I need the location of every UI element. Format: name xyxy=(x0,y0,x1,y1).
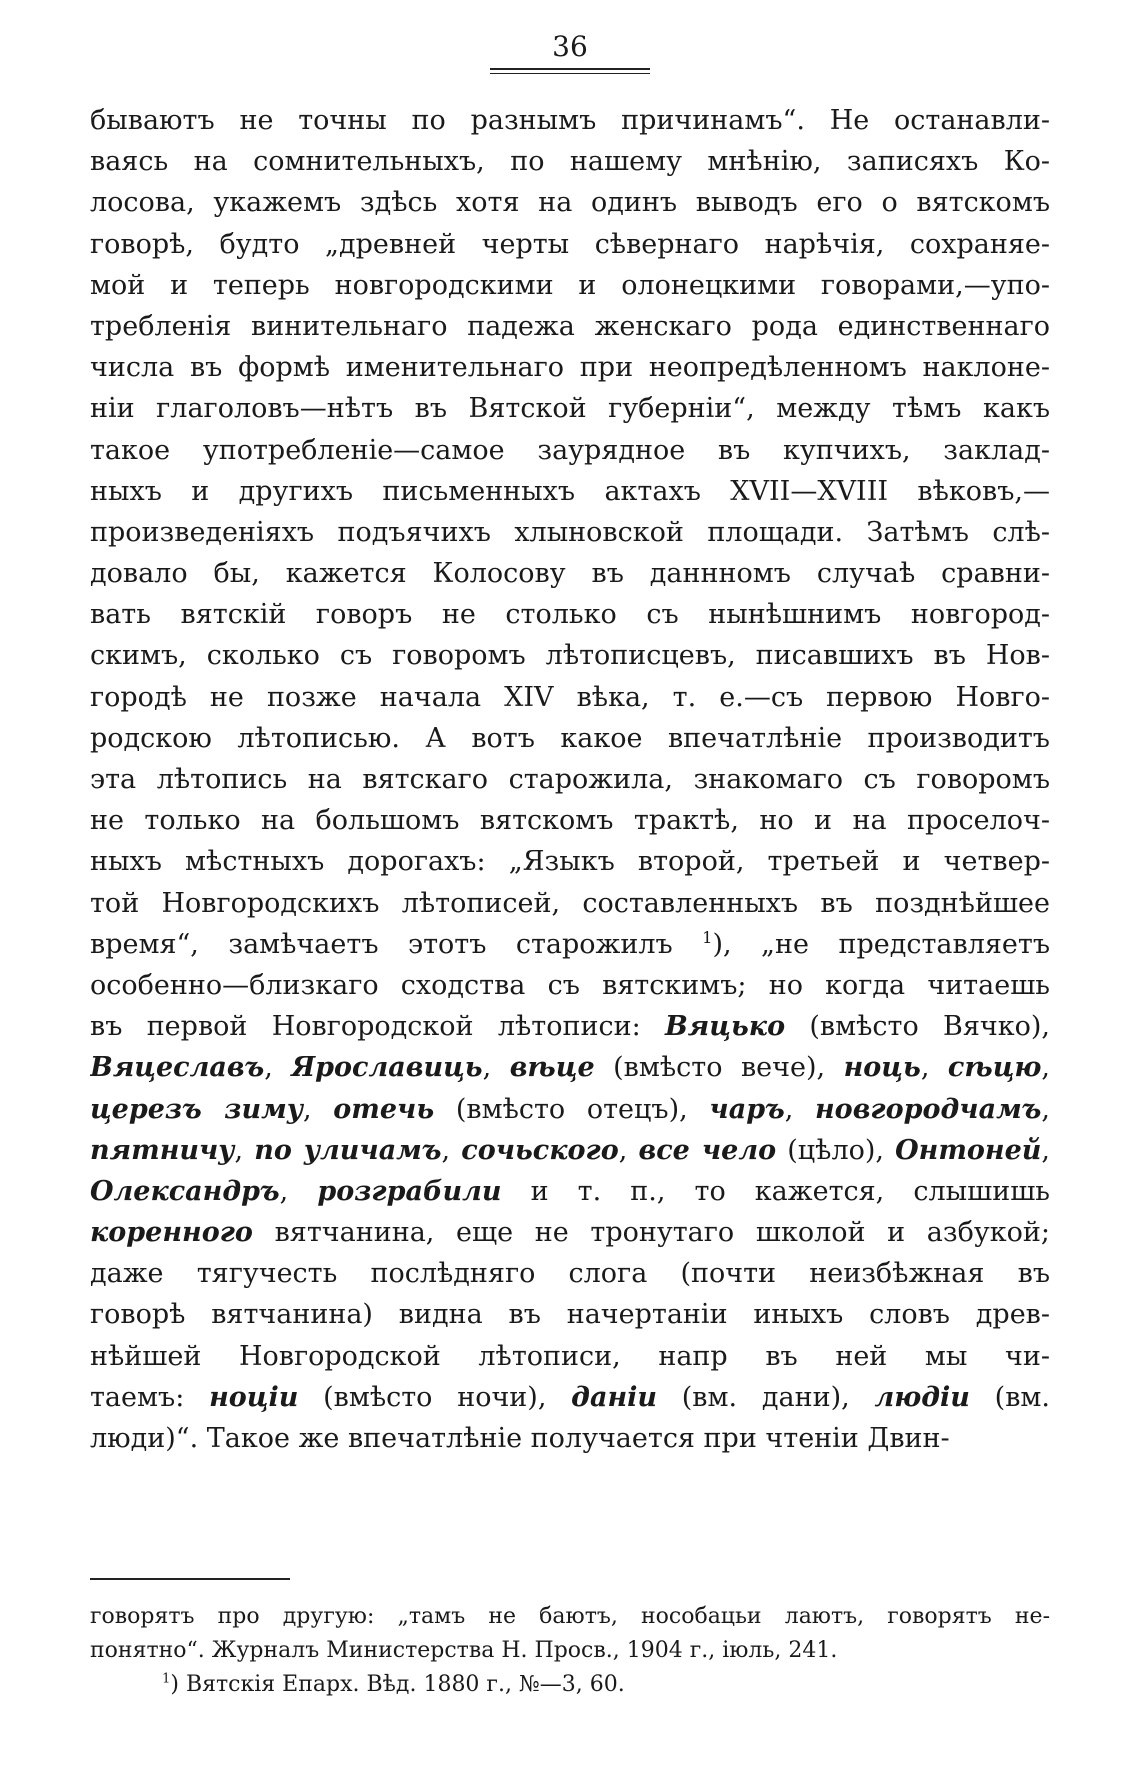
text-line: родскою лѣтописью. А вотъ какое впечатлѣніе производитъ xyxy=(90,722,1050,754)
text-segment: ), „не представляетъ xyxy=(712,928,1050,960)
text-segment: , xyxy=(279,1175,318,1207)
text-line: городѣ не позже начала XIV вѣка, т. е.—съ первою Новго- xyxy=(90,681,1050,713)
italic-word: чаръ xyxy=(709,1093,785,1125)
italic-word: пятничу xyxy=(90,1134,235,1166)
text-line: лосова, укажемъ здѣсь хотя на одинъ выводъ его о вятскомъ xyxy=(90,187,1050,219)
text-line xyxy=(90,1171,1050,1212)
italic-word: даніи xyxy=(571,1381,658,1413)
italic-word: сочьского xyxy=(461,1134,619,1166)
text-segment: въ первой Новгородской лѣтописи: xyxy=(90,1011,665,1043)
text-line: люди)“. Такое же впечатлѣніе получается при чтеніи Двин- xyxy=(90,1423,950,1454)
text-line: вать вятскій говоръ не столько съ нынѣшнимъ новгород- xyxy=(90,599,1050,631)
text-segment: и т. п., то кажется, слышишь xyxy=(501,1175,1050,1207)
text-line: ніи глаголовъ—нѣтъ въ Вятской губерніи“, между тѣмъ какъ xyxy=(90,393,1050,425)
text-segment: , xyxy=(920,1052,948,1084)
text-segment: , xyxy=(784,1093,815,1125)
text-line: говорѣ, будто „древней черты сѣвернаго нарѣчія, сохраняе- xyxy=(90,228,1050,260)
text-segment: вятчанина, еще не тронутаго школой и азбукой; xyxy=(252,1217,1050,1249)
text-line xyxy=(90,924,1050,965)
italic-word: вѣце xyxy=(509,1052,595,1084)
footnote-line xyxy=(90,1668,1050,1702)
text-line: даже тягучесть послѣдняго слога (почти неизбѣжная въ xyxy=(90,1258,1050,1290)
text-segment: , xyxy=(302,1093,334,1125)
text-segment: (вм. xyxy=(969,1381,1050,1413)
text-segment: (вмѣсто отецъ), xyxy=(434,1093,710,1125)
text-line: ныхъ и другихъ письменныхъ актахъ XVII—XVIII вѣковъ,— xyxy=(90,475,1050,507)
text-segment: , xyxy=(264,1052,292,1084)
italic-word: коренного xyxy=(90,1217,253,1249)
text-line xyxy=(90,1377,1050,1418)
italic-word: отечь xyxy=(333,1093,435,1125)
italic-word: все чело xyxy=(638,1134,777,1166)
text-line: произведеніяхъ подъячихъ хлыновской площади. Затѣмъ слѣ- xyxy=(90,516,1050,548)
text-line: той Новгородскихъ лѣтописей, составленныхъ въ позднѣйшее xyxy=(90,887,1050,919)
text-line: скимъ, сколько съ говоромъ лѣтописцевъ, писавшихъ въ Нов- xyxy=(90,640,1050,672)
text-segment: , xyxy=(441,1134,462,1166)
italic-word: розграбили xyxy=(317,1175,502,1207)
page-number: 36 xyxy=(552,30,588,63)
italic-word: Вяцеславъ xyxy=(90,1052,265,1084)
text-segment: таемъ: xyxy=(90,1381,210,1413)
text-line xyxy=(90,1089,1050,1130)
text-segment: (цѣло), xyxy=(776,1134,896,1166)
text-segment: , xyxy=(482,1052,510,1084)
footnote-text: ) Вятскія Епарх. Вѣд. 1880 г., №—3, 60. xyxy=(170,1672,625,1697)
footnote-line: говорятъ про другую: „тамъ не баютъ, нособацьи лаютъ, говорятъ не- xyxy=(90,1604,1050,1629)
footnote-line: понятно“. Журналъ Министерства Н. Просв., 1904 г., іюль, 241. xyxy=(90,1638,838,1663)
text-line: эта лѣтопись на вятскаго старожила, знакомаго съ говоромъ xyxy=(90,764,1050,795)
text-line: такое употребленіе—самое заурядное въ купчихъ, заклад- xyxy=(90,434,1050,466)
text-segment: (вмѣсто ночи), xyxy=(298,1381,572,1413)
italic-word: людіи xyxy=(874,1381,970,1413)
text-line: довало бы, кажется Колосову въ даннномъ случаѣ сравни- xyxy=(90,558,1050,590)
text-line: говорѣ вятчанина) видна въ начертаніи иныхъ словъ древ- xyxy=(90,1299,1050,1331)
text-line: ныхъ мѣстныхъ дорогахъ: „Языкъ второй, третьей и четвер- xyxy=(90,846,1050,878)
text-segment: (вмѣсто Вячко), xyxy=(785,1011,1050,1043)
text-line: ваясь на сомнительныхъ, по нашему мнѣнію, записяхъ Ко- xyxy=(90,146,1050,178)
footnotes xyxy=(90,1600,1050,1702)
text-line xyxy=(90,1047,1050,1088)
footnote-marker: 1 xyxy=(702,927,713,947)
italic-word: Онтоней xyxy=(895,1134,1042,1166)
text-line: мой и теперь новгородскими и олонецкими говорами,—упо- xyxy=(90,269,1050,301)
text-line: числа въ формѣ именительнаго при неопредѣленномъ наклоне- xyxy=(90,352,1050,384)
text-line xyxy=(90,1130,1050,1171)
text-segment: , xyxy=(1041,1093,1050,1125)
header-rule xyxy=(490,68,650,74)
text-segment: (вмѣсто вече), xyxy=(594,1052,844,1084)
text-segment: , xyxy=(618,1134,639,1166)
text-segment: время“, замѣчаетъ этотъ старожилъ xyxy=(90,928,703,960)
footnote-rule xyxy=(90,1578,290,1580)
text-segment: , xyxy=(1041,1134,1050,1166)
text-segment: , xyxy=(1041,1052,1050,1084)
text-line: требленія винительнаго падежа женскаго рода единственнаго xyxy=(90,310,1050,342)
text-line xyxy=(90,1212,1050,1253)
text-line: не только на большомъ вятскомъ трактѣ, но и на проселоч- xyxy=(90,805,1050,837)
italic-word: Олександръ xyxy=(90,1175,280,1207)
text-line: бываютъ не точны по разнымъ причинамъ“. Не останавли- xyxy=(90,105,1050,136)
italic-word: Вяцько xyxy=(664,1011,786,1043)
italic-word: по уличамъ xyxy=(254,1134,442,1166)
italic-word: церезъ зиму xyxy=(90,1093,303,1125)
footnote-number: 1 xyxy=(162,1671,171,1687)
italic-word: новгородчамъ xyxy=(815,1093,1042,1125)
text-segment: , xyxy=(234,1134,255,1166)
body-text xyxy=(90,100,1050,1459)
italic-word: сѣцю xyxy=(947,1052,1042,1084)
text-line: особенно—близкаго сходства съ вятскимъ; но когда читаешь xyxy=(90,969,1050,1001)
italic-word: ноць xyxy=(843,1052,921,1084)
italic-word: Ярославиць xyxy=(291,1052,483,1084)
text-segment: (вм. дани), xyxy=(657,1381,875,1413)
italic-word: ноціи xyxy=(209,1381,299,1413)
text-line xyxy=(90,1006,1050,1047)
text-line: нѣйшей Новгородской лѣтописи, напр въ ней мы чи- xyxy=(90,1340,1050,1372)
